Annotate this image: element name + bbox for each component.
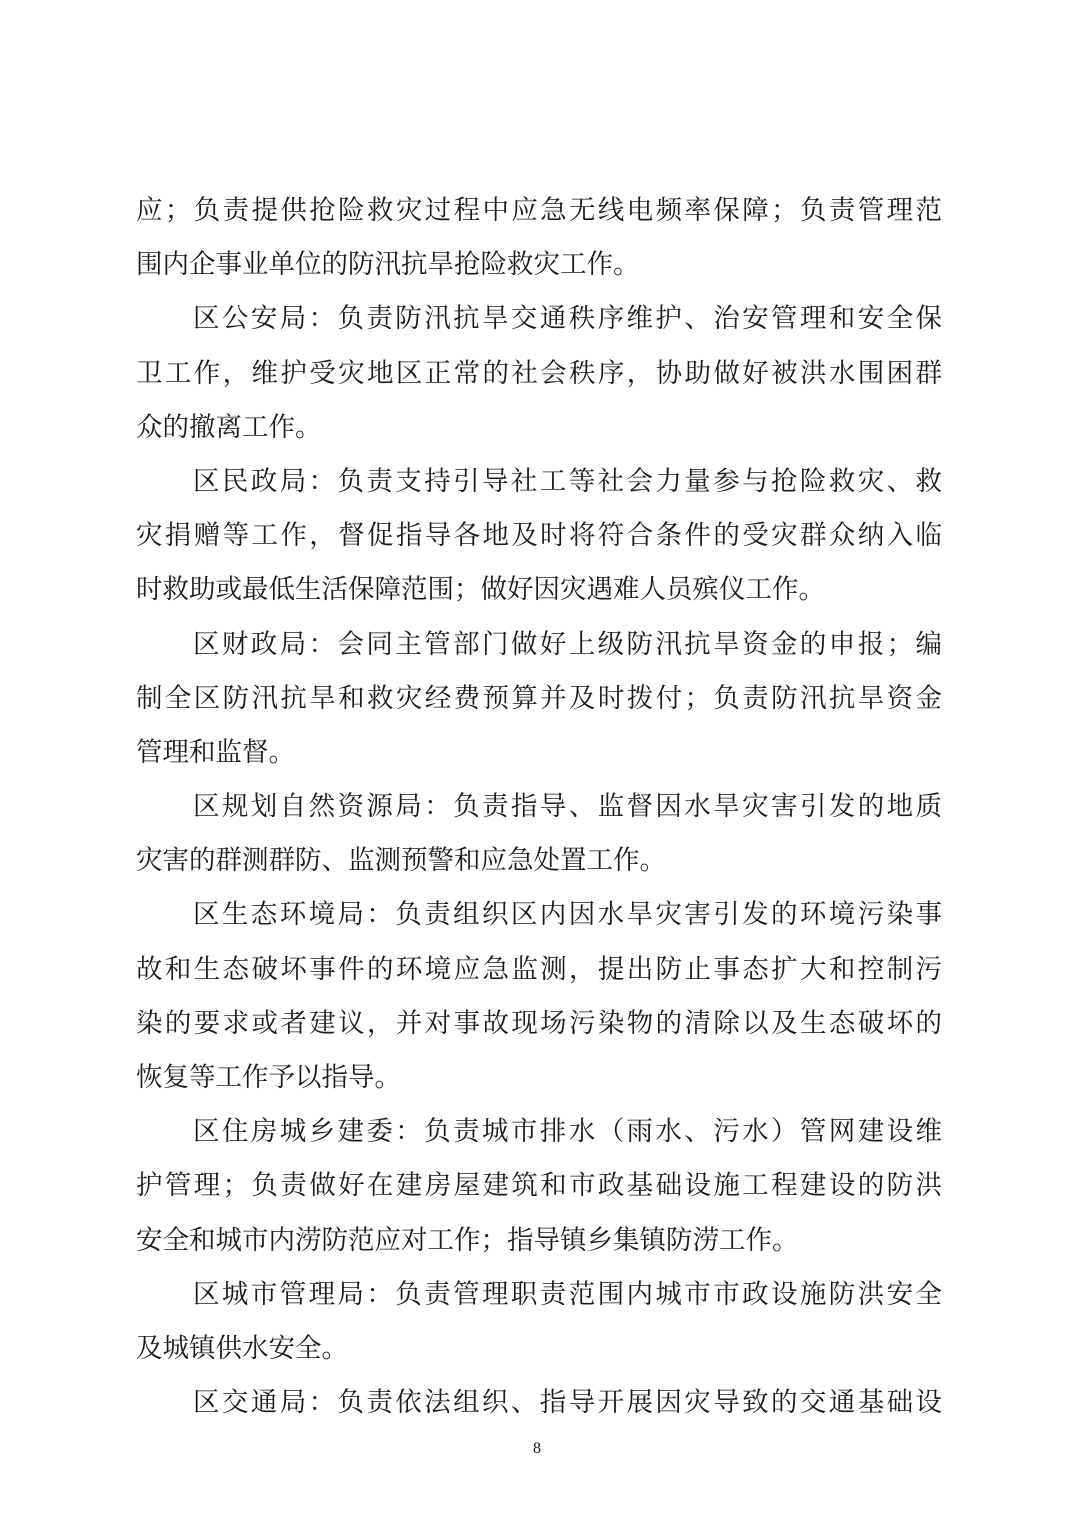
text-line: 制全区防汛抗旱和救灾经费预算并及时拨付；负责防汛抗旱资金 <box>136 682 942 714</box>
text-line: 恢复等工作予以指导。 <box>136 1062 401 1093</box>
paragraph-start-line: 区生态环境局：负责组织区内因水旱灾害引发的环境污染事 <box>193 899 942 931</box>
paragraph-start-line: 区城市管理局：负责管理职责范围内城市市政设施防洪安全 <box>193 1278 942 1310</box>
text-line: 染的要求或者建议，并对事故现场污染物的清除以及生态破坏的 <box>136 1007 942 1039</box>
paragraph-start-line: 区规划自然资源局：负责指导、监督因水旱灾害引发的地质 <box>193 791 942 823</box>
text-line: 卫工作，维护受灾地区正常的社会秩序，协助做好被洪水围困群 <box>136 357 942 389</box>
text-line: 灾捐赠等工作，督促指导各地及时将符合条件的受灾群众纳入临 <box>136 520 942 552</box>
text-line: 众的撤离工作。 <box>136 411 322 443</box>
text-line: 灾害的群测群防、监测预警和应急处置工作。 <box>136 845 666 877</box>
paragraph-start-line: 区财政局：会同主管部门做好上级防汛抗旱资金的申报；编 <box>193 628 942 660</box>
text-line: 及城镇供水安全。 <box>136 1332 348 1364</box>
text-line: 时救助或最低生活保障范围；做好因灾遇难人员殡仪工作。 <box>136 574 825 606</box>
document-body <box>136 184 942 1430</box>
text-line: 围内企事业单位的防汛抗旱抢险救灾工作。 <box>136 249 640 281</box>
page-number: 8 <box>533 1440 541 1457</box>
text-line: 护管理；负责做好在建房屋建筑和市政基础设施工程建设的防洪 <box>136 1170 942 1202</box>
text-line: 应；负责提供抢险救灾过程中应急无线电频率保障；负责管理范 <box>136 195 942 226</box>
paragraph-start-line: 区交通局：负责依法组织、指导开展因灾导致的交通基础设 <box>193 1387 942 1419</box>
paragraph-start-line: 区公安局：负责防汛抗旱交通秩序维护、治安管理和安全保 <box>193 303 942 335</box>
text-line: 故和生态破坏事件的环境应急监测，提出防止事态扩大和控制污 <box>136 953 942 985</box>
paragraph-start-line: 区民政局：负责支持引导社工等社会力量参与抢险救灾、救 <box>193 465 942 497</box>
paragraph-start-line: 区住房城乡建委：负责城市排水（雨水、污水）管网建设维 <box>193 1116 942 1148</box>
text-line: 安全和城市内涝防范应对工作；指导镇乡集镇防涝工作。 <box>136 1224 799 1256</box>
text-line: 管理和监督。 <box>136 736 295 768</box>
